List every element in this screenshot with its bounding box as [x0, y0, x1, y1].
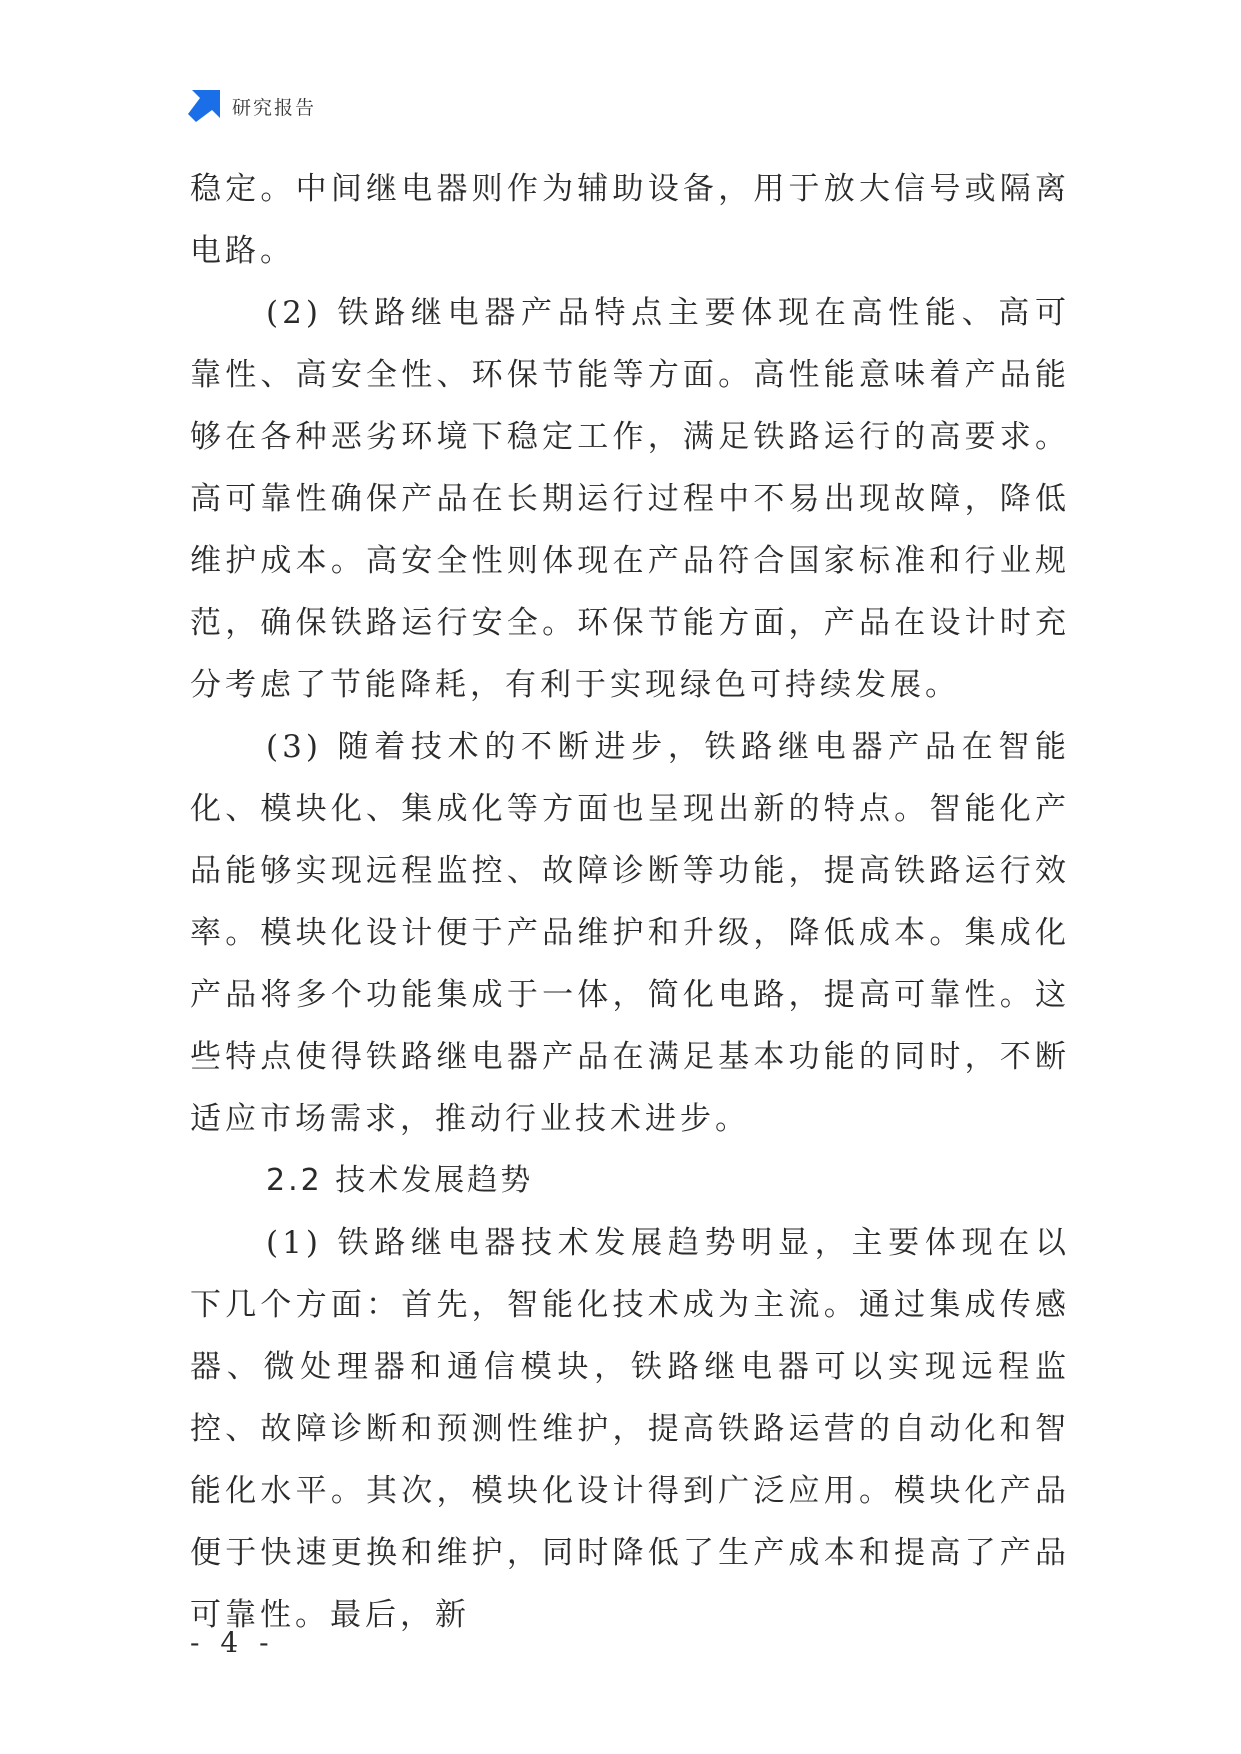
arrow-up-right-logo-icon	[188, 90, 220, 122]
paragraph-continuation: 稳定。中间继电器则作为辅助设备，用于放大信号或隔离电路。	[190, 171, 1070, 269]
header-label: 研究报告	[232, 96, 317, 119]
paragraph-3: (3) 随着技术的不断进步，铁路继电器产品在智能化、模块化、集成化等方面也呈现出新的特点。智能化产品能够实现远程监控、故障诊断等功能，提高铁路运行效率。模块化设计便于产品维护和升级，降低成本。集成化产品将多个功能集成于一体，简化电路，提高可靠性。这些特点使得铁路继电器产品在满足基本功能的同时，不断适应市场需求，推动行业技术进步。	[190, 729, 1070, 1137]
report-header	[188, 88, 316, 124]
paragraph-1-trends: (1) 铁路继电器技术发展趋势明显，主要体现在以下几个方面：首先，智能化技术成为主流。通过集成传感器、微处理器和通信模块，铁路继电器可以实现远程监控、故障诊断和预测性维护，提高铁路运营的自动化和智能化水平。其次，模块化设计得到广泛应用。模块化产品便于快速更换和维护，同时降低了生产成本和提高了产品可靠性。最后，新	[190, 1225, 1070, 1633]
paragraph-2: (2) 铁路继电器产品特点主要体现在高性能、高可靠性、高安全性、环保节能等方面。高性能意味着产品能够在各种恶劣环境下稳定工作，满足铁路运行的高要求。高可靠性确保产品在长期运行过程中不易出现故障，降低维护成本。高安全性则体现在产品符合国家标准和行业规范，确保铁路运行安全。环保节能方面，产品在设计时充分考虑了节能降耗，有利于实现绿色可持续发展。	[190, 295, 1070, 703]
section-heading: 2.2 技术发展趋势	[266, 1163, 534, 1198]
page-number: - 4 -	[190, 1626, 275, 1659]
document-body	[190, 158, 1070, 1646]
